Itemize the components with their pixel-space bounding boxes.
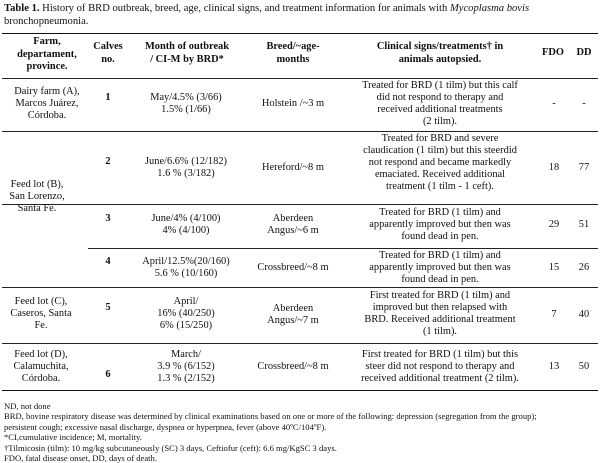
row-3-signs: Treated for BRD (1 tilm) and apparently improved but then was found dead in pen. — [369, 207, 511, 242]
row-5-month: April/ 16% (40/250) 6% (15/250) — [157, 296, 215, 331]
table-footnotes — [4, 401, 598, 463]
row-rule — [2, 287, 598, 288]
header-farm: Farm, departament, province. — [17, 36, 77, 72]
row-rule — [2, 204, 598, 205]
row-4-dd: 26 — [578, 262, 590, 273]
header-rule — [2, 78, 598, 79]
footnote: *CI,cumulative incidence; M, mortality. — [4, 432, 142, 443]
row-3-fdo: 29 — [548, 219, 560, 230]
caption-text: History of BRD outbreak, breed, age, clinical signs, and treatment information for animals with — [39, 3, 450, 14]
row-3-calves: 3 — [105, 213, 111, 224]
row-4-breed: Crossbreed/~8 m — [257, 262, 329, 273]
row-3-dd: 51 — [578, 219, 590, 230]
row-5-calves: 5 — [105, 302, 111, 313]
row-2-fdo: 18 — [548, 162, 560, 173]
row-4-calves: 4 — [105, 256, 111, 267]
table-top-rule — [2, 33, 598, 34]
header-calves: Calves no. — [93, 41, 123, 65]
row-4-month: April/12.5%(20/160) 5.6 % (10/160) — [142, 256, 230, 279]
row-1-breed: Holstein /~3 m — [261, 98, 325, 109]
row-rule — [88, 248, 598, 249]
row-2-dd: 77 — [578, 162, 590, 173]
footnote: FDO, fatal disease onset, DD, days of death. — [4, 453, 157, 463]
row-6-fdo: 13 — [548, 361, 560, 372]
row-6-dd: 50 — [578, 361, 590, 372]
table-bottom-rule — [2, 390, 598, 391]
farm-c: Feed lot (C), Caseros, Santa Fe. — [10, 296, 72, 331]
table-caption — [4, 2, 596, 28]
header-dd: DD — [576, 47, 592, 58]
row-5-breed: Aberdeen Angus/~7 m — [267, 303, 319, 326]
row-2-month: June/6.6% (12/182) 1.6 % (3/182) — [145, 156, 227, 179]
row-1-month: May/4.5% (3/66) 1.5% (1/66) — [150, 92, 222, 115]
row-5-dd: 40 — [578, 309, 590, 320]
footnote: †Tilmicosin (tilm): 10 mg/kg subcutaneously (SC) 3 days, Ceftiofur (ceft): 6.6 mg/KgSC 3 days. — [4, 442, 337, 453]
caption-tail: bronchopneumonia. — [4, 16, 89, 27]
farm-b: Feed lot (B), San Lorenzo, Santa Fe. — [9, 179, 65, 214]
row-1-calves: 1 — [105, 92, 111, 103]
row-3-month: June/4% (4/100) 4% (4/100) — [151, 213, 221, 236]
header-month: Month of outbreak / CI-M by BRD* — [144, 41, 230, 65]
row-rule — [2, 131, 598, 132]
header-fdo: FDO — [542, 47, 564, 58]
row-4-fdo: 15 — [548, 262, 560, 273]
row-4-signs: Treated for BRD (1 tilm) and apparently improved but then was found dead in pen. — [369, 250, 511, 285]
row-2-signs: Treated for BRD and severe claudication (1 tilm) but this steerdid not respond and became markedly emaciated. Received additional treatment (1 tilm - 1 ceft). — [363, 133, 517, 192]
caption-label: Table 1. — [4, 3, 40, 14]
footnote: BRD, bovine respiratory disease was determined by clinical examinations based on one or more of the following: depression (segregation from the group); — [4, 411, 537, 422]
caption-organism: Mycoplasma bovis — [449, 3, 530, 14]
farm-a: Dairy farm (A), Marcos Juárez, Córdoba. — [14, 86, 80, 121]
row-1-fdo: - — [552, 98, 556, 109]
row-5-fdo: 7 — [551, 309, 557, 320]
row-5-signs: First treated for BRD (1 tilm) and improved but then relapsed with BRD. Received additional treatment (1 tilm). — [364, 290, 516, 337]
row-3-breed: Aberdeen Angus/~6 m — [267, 213, 319, 236]
row-1-dd: - — [582, 98, 586, 109]
row-rule — [2, 343, 598, 344]
row-2-calves: 2 — [105, 156, 111, 167]
row-6-signs: First treated for BRD (1 tilm) but this steer did not respond to therapy and received additional treatment (2 tilm). — [361, 349, 519, 384]
row-6-month: March/ 3.9 % (6/152) 1.3 % (2/152) — [157, 349, 215, 384]
row-2-breed: Hereford/~8 m — [262, 162, 324, 173]
header-breed: Breed/~age- months — [266, 41, 320, 65]
header-signs: Clinical signs/treatments† in animals autopsied. — [376, 41, 504, 65]
farm-d: Feed lot (D), Calamuchita, Córdoba. — [13, 349, 69, 384]
footnote: ND, not done — [4, 401, 51, 411]
footnote: persistent cough; excessive nasal discharge, dyspnea or hyperpnea, fever (above 40ºC/104ºF). — [4, 421, 327, 432]
row-6-calves: 6 — [105, 369, 111, 380]
row-6-breed: Crossbreed/~8 m — [257, 361, 329, 372]
row-1-signs: Treated for BRD (1 tilm) but this calf did not respond to therapy and received additional treatments (2 tilm). — [362, 80, 518, 127]
